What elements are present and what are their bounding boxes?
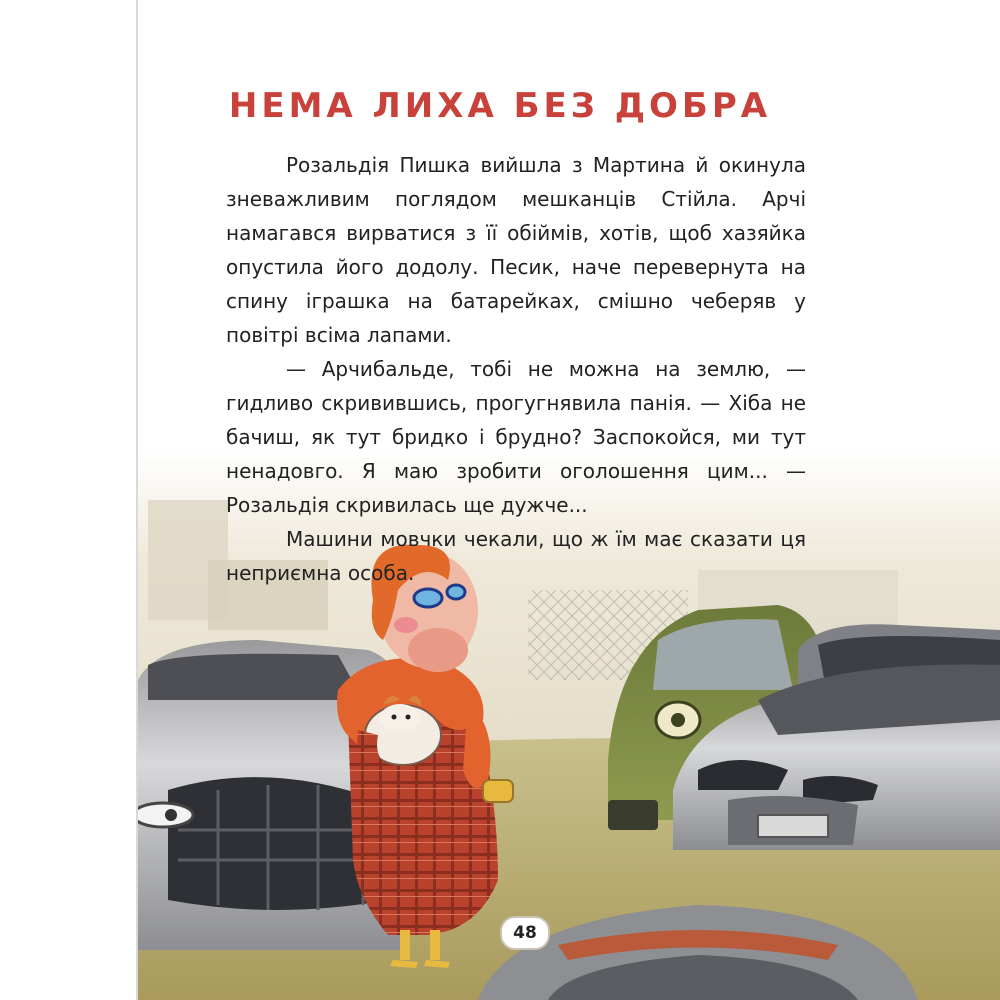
paragraph: Машини мовчки чекали, що ж їм має сказати ця неприємна особа. (226, 527, 806, 585)
page-number: 48 (500, 916, 550, 950)
paragraph: — Арчибальде, тобі не можна на землю, — гидливо скривившись, прогугнявила панія. — Хіба не бачиш, як тут бридко і брудно? Заспокойся, ми тут ненадовго. Я маю зробити оголошення цим... — Розальдія скривилась ще дужче... (226, 357, 806, 517)
chapter-title: НЕМА ЛИХА БЕЗ ДОБРА (228, 86, 772, 126)
paragraph: Розальдія Пишка вийшла з Мартина й окинула зневажливим поглядом мешканців Стійла. Арчі намагався вирватися з її обіймів, хотів, щоб хазяйка опустила його додолу. Песик, наче перевернута на спину іграшка на батарейках, смішно чеберяв у повітрі всіма лапами. (226, 153, 806, 347)
left-margin (0, 0, 136, 1000)
handbag (483, 780, 513, 802)
body-text (226, 148, 806, 590)
